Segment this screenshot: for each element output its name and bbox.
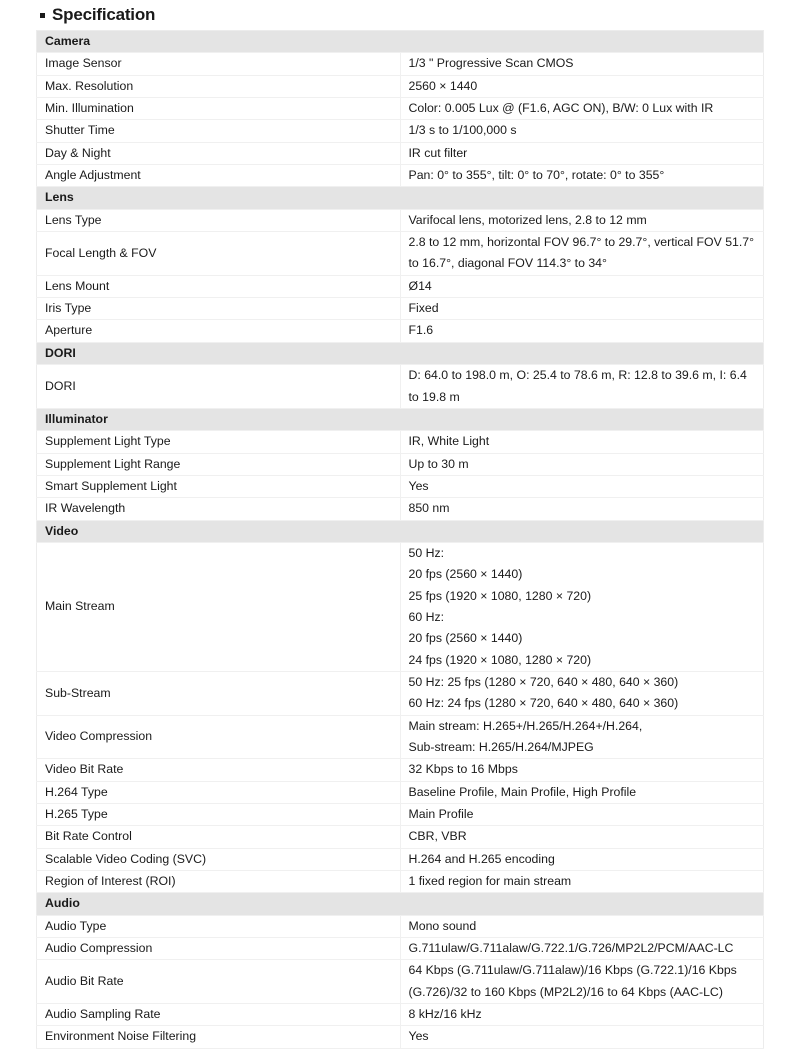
row-value	[400, 75, 764, 97]
section-header-illuminator	[37, 408, 764, 430]
row-label: Image Sensor	[37, 53, 401, 75]
row-value	[400, 671, 764, 715]
row-label: Iris Type	[37, 298, 401, 320]
row-label: H.265 Type	[37, 804, 401, 826]
value-line: 850 nm	[408, 501, 450, 516]
value-line: Baseline Profile, Main Profile, High Profile	[408, 784, 637, 799]
value-line: IR cut filter	[408, 145, 468, 160]
row-label: Shutter Time	[37, 120, 401, 142]
value-line: 2560 × 1440	[408, 78, 478, 93]
row-value	[400, 142, 764, 164]
row-label: Min. Illumination	[37, 98, 401, 120]
value-line: Yes	[408, 1029, 429, 1044]
value-line: Varifocal lens, motorized lens, 2.8 to 12 mm	[408, 212, 647, 227]
value-line: IR, White Light	[408, 434, 490, 449]
row-value	[400, 209, 764, 231]
page-title-text: Specification	[52, 5, 156, 24]
spec-row	[37, 320, 764, 342]
section-header-audio	[37, 893, 764, 915]
value-line: Ø14	[408, 278, 432, 293]
row-value	[400, 848, 764, 870]
value-line: Fixed	[408, 301, 439, 316]
value-line: 32 Kbps to 16 Mbps	[408, 762, 518, 777]
spec-row	[37, 498, 764, 520]
value-line: 25 fps (1920 × 1080, 1280 × 720)	[408, 588, 592, 603]
value-line: 50 Hz:	[408, 545, 445, 560]
row-value	[400, 1004, 764, 1026]
spec-row	[37, 1004, 764, 1026]
spec-row	[37, 431, 764, 453]
spec-row	[37, 209, 764, 231]
row-value	[400, 826, 764, 848]
section-header-label: DORI	[37, 342, 764, 364]
row-value	[400, 542, 764, 671]
row-label: Scalable Video Coding (SVC)	[37, 848, 401, 870]
spec-row	[37, 826, 764, 848]
row-value	[400, 365, 764, 409]
row-label: Sub-Stream	[37, 671, 401, 715]
value-line: 1 fixed region for main stream	[408, 874, 572, 889]
row-value	[400, 960, 764, 1004]
spec-row	[37, 915, 764, 937]
spec-row	[37, 938, 764, 960]
section-header-label: Illuminator	[37, 408, 764, 430]
row-value	[400, 915, 764, 937]
row-value	[400, 453, 764, 475]
row-value	[400, 98, 764, 120]
section-header-label: Video	[37, 520, 764, 542]
row-value	[400, 759, 764, 781]
row-label: Day & Night	[37, 142, 401, 164]
value-line: Color: 0.005 Lux @ (F1.6, AGC ON), B/W: 0 Lux with IR	[408, 101, 714, 116]
row-label: Lens Type	[37, 209, 401, 231]
value-line: 20 fps (2560 × 1440)	[408, 567, 523, 582]
square-bullet-icon	[40, 13, 45, 18]
row-label: Audio Bit Rate	[37, 960, 401, 1004]
value-line: 60 Hz: 24 fps (1280 × 720, 640 × 480, 640 × 360)	[408, 696, 679, 711]
row-label: H.264 Type	[37, 781, 401, 803]
row-value	[400, 275, 764, 297]
value-line: Mono sound	[408, 918, 477, 933]
row-value	[400, 1026, 764, 1048]
value-line: Yes	[408, 478, 429, 493]
value-line: 64 Kbps (G.711ulaw/G.711alaw)/16 Kbps (G.722.1)/16 Kbps (G.726)/32 to 160 Kbps (MP2L2)/16 to 64 Kbps (AAC-LC)	[408, 963, 737, 999]
value-line: Main stream: H.265+/H.265/H.264+/H.264,	[408, 718, 643, 733]
value-line: F1.6	[408, 323, 434, 338]
row-label: Audio Type	[37, 915, 401, 937]
spec-row	[37, 98, 764, 120]
row-value	[400, 53, 764, 75]
value-line: 2.8 to 12 mm, horizontal FOV 96.7° to 29.7°, vertical FOV 51.7° to 16.7°, diagonal FOV 114.3° to 34°	[408, 235, 755, 271]
row-value	[400, 781, 764, 803]
row-label: IR Wavelength	[37, 498, 401, 520]
spec-row	[37, 75, 764, 97]
row-label: Supplement Light Type	[37, 431, 401, 453]
spec-table	[36, 30, 764, 1049]
row-label: Aperture	[37, 320, 401, 342]
value-line: 60 Hz:	[408, 609, 445, 624]
spec-table-body	[37, 31, 764, 1049]
spec-row	[37, 759, 764, 781]
value-line: Up to 30 m	[408, 456, 469, 471]
row-label: Lens Mount	[37, 275, 401, 297]
value-line: 24 fps (1920 × 1080, 1280 × 720)	[408, 652, 592, 667]
row-value	[400, 498, 764, 520]
spec-row	[37, 120, 764, 142]
value-line: Main Profile	[408, 807, 474, 822]
section-header-camera	[37, 31, 764, 53]
row-value	[400, 938, 764, 960]
spec-row	[37, 781, 764, 803]
spec-row	[37, 453, 764, 475]
row-label: Region of Interest (ROI)	[37, 871, 401, 893]
value-line: G.711ulaw/G.711alaw/G.722.1/G.726/MP2L2/PCM/AAC-LC	[408, 941, 734, 956]
spec-row	[37, 298, 764, 320]
section-header-dori	[37, 342, 764, 364]
spec-row	[37, 960, 764, 1004]
row-value	[400, 298, 764, 320]
spec-row	[37, 848, 764, 870]
row-value	[400, 165, 764, 187]
section-header-label: Lens	[37, 187, 764, 209]
row-value	[400, 431, 764, 453]
spec-row	[37, 365, 764, 409]
value-line: CBR, VBR	[408, 829, 467, 844]
row-value	[400, 804, 764, 826]
row-label: Video Compression	[37, 715, 401, 759]
row-label: Max. Resolution	[37, 75, 401, 97]
row-label: Audio Sampling Rate	[37, 1004, 401, 1026]
value-line: 1/3 " Progressive Scan CMOS	[408, 56, 574, 71]
page-title	[40, 5, 800, 25]
spec-row	[37, 715, 764, 759]
section-header-label: Audio	[37, 893, 764, 915]
value-line: 20 fps (2560 × 1440)	[408, 631, 523, 646]
row-label: DORI	[37, 365, 401, 409]
row-value	[400, 871, 764, 893]
row-label: Focal Length & FOV	[37, 232, 401, 276]
section-header-label: Camera	[37, 31, 764, 53]
row-label: Bit Rate Control	[37, 826, 401, 848]
spec-row	[37, 871, 764, 893]
value-line: Sub-stream: H.265/H.264/MJPEG	[408, 740, 594, 754]
section-header-video	[37, 520, 764, 542]
row-value	[400, 232, 764, 276]
value-line: Pan: 0° to 355°, tilt: 0° to 70°, rotate: 0° to 355°	[408, 168, 665, 183]
row-value	[400, 715, 764, 759]
value-line: H.264 and H.265 encoding	[408, 851, 555, 866]
row-value	[400, 475, 764, 497]
row-label: Smart Supplement Light	[37, 475, 401, 497]
value-line: D: 64.0 to 198.0 m, O: 25.4 to 78.6 m, R: 12.8 to 39.6 m, I: 6.4 to 19.8 m	[408, 368, 747, 404]
spec-row	[37, 142, 764, 164]
row-label: Video Bit Rate	[37, 759, 401, 781]
row-label: Main Stream	[37, 542, 401, 671]
row-label: Audio Compression	[37, 938, 401, 960]
spec-row	[37, 542, 764, 671]
spec-row	[37, 804, 764, 826]
spec-row	[37, 275, 764, 297]
value-line: 8 kHz/16 kHz	[408, 1007, 482, 1022]
value-line: 50 Hz: 25 fps (1280 × 720, 640 × 480, 640 × 360)	[408, 674, 679, 689]
section-header-lens	[37, 187, 764, 209]
row-label: Supplement Light Range	[37, 453, 401, 475]
spec-row	[37, 232, 764, 276]
value-line: 1/3 s to 1/100,000 s	[408, 123, 517, 138]
row-value	[400, 320, 764, 342]
spec-row	[37, 671, 764, 715]
spec-row	[37, 53, 764, 75]
row-label: Environment Noise Filtering	[37, 1026, 401, 1048]
row-label: Angle Adjustment	[37, 165, 401, 187]
spec-row	[37, 165, 764, 187]
spec-row	[37, 475, 764, 497]
row-value	[400, 120, 764, 142]
spec-row	[37, 1026, 764, 1048]
